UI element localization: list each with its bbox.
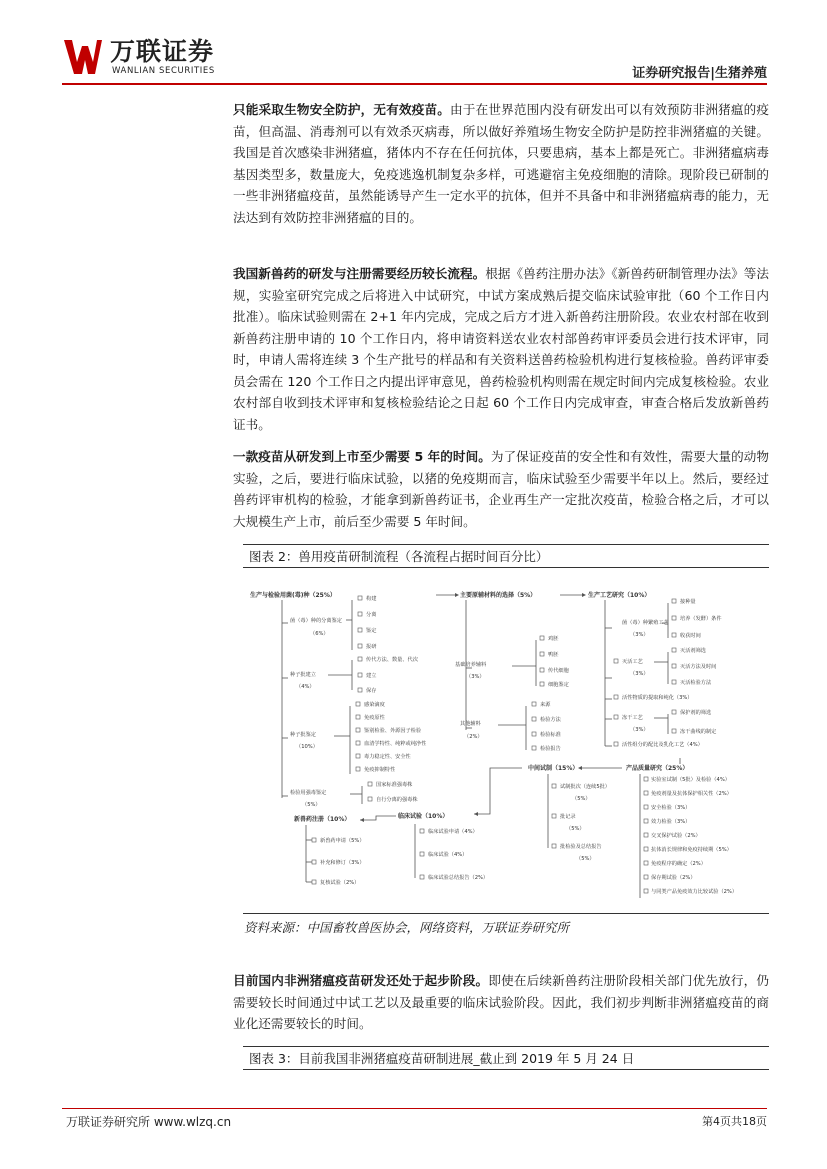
proc-seed-pct: （3%） [630, 632, 649, 638]
paragraph-body: 根据《兽药注册办法》《新兽药研制管理办法》等法规，实验室研究完成之后将进入中试研究，中试方案成熟后提交临床试验审批（60 个工作日内批准）。临床试验则需在 2+1 年内完成，完成之后方才进入新兽药注册阶段。农业农村部在收到新兽药注册申请的 10 个工作日内，将申请资料送农业农村部兽药审评委员会进行技术评审，同时，申请人需将连续 3 个生产批号的样品和有关资料送兽药检验机构进行复核检验。兽药评审委员会需在 120 个工作日之内提出评审意见，兽药检验机构则需在规定时间内完成复核检验。农业农村部自收到技术评审和复核检验结论之日起 60 个工作日内完成审查，审查合格后发放新兽药证书。 [233, 266, 770, 432]
paragraph-body: 由于在世界范围内没有研发出可以有效预防非洲猪瘟的疫苗，但高温、消毒剂可以有效杀灭病毒，所以做好养殖场生物安全防护是防控非洲猪瘟的关键。我国是首次感染非洲猪瘟，猪体内不存在任何抗体，只要患病，基本上都是死亡。非洲猪瘟病毒基因类型多，数量庞大，免疫逃逸机制复杂多样，可逃避宿主免疫细胞的清除。现阶段已研制的一些非洲猪瘟疫苗，虽然能诱导产生一定水平的抗体，但并不具备中和非洲猪瘟病毒的能力，无法达到有效防控非洲猪瘟的目的。 [233, 102, 770, 225]
checkbox-icon [358, 612, 362, 616]
checkbox-icon [312, 838, 316, 842]
list-item: 接种量 [680, 599, 696, 605]
list-item: 毒力稳定性、安全性 [364, 754, 411, 760]
footer-institute: 万联证券研究所 www.wlzq.cn [66, 1115, 232, 1129]
list-item: 检验标准 [540, 732, 561, 738]
quality-items [644, 775, 737, 895]
checkbox-icon [358, 644, 362, 648]
checkbox-icon [368, 782, 372, 786]
checkbox-icon [356, 715, 360, 719]
list-item: 临床试验总结报告（2%） [428, 875, 489, 881]
checkbox-icon [356, 741, 360, 745]
list-item: 免疫抑制特性 [364, 767, 396, 773]
checkbox-icon [356, 702, 360, 706]
stage-material-label: 主要原辅材料的选择（5%） [460, 592, 537, 599]
list-item: 补充和修订（3%） [320, 860, 365, 866]
paragraph-lead: 只能采取生物安全防护，无有效疫苗。 [233, 102, 451, 117]
checkbox-icon [614, 742, 618, 746]
arrow-left-icon [578, 766, 582, 770]
pilot-item-pct: （5%） [576, 856, 595, 862]
seed-batch-label: 种子批鉴定 [290, 732, 316, 738]
paragraph-early-stage [233, 970, 769, 1035]
footer-divider [62, 1108, 767, 1109]
checkbox-icon [312, 880, 316, 884]
paragraph-body: 为了保证疫苗的安全性和有效性，需要大量的动物实验，之后，要进行临床试验，以猪的免疫期而言，临床试验至少需要半年以上。然后，要经过兽药评审机构的检验，才能拿到新兽药证书，企业再生产一定批次疫苗，检验合格之后，才可以大规模生产上市，前后至少需要 5 年时间。 [233, 449, 769, 529]
checkbox-icon [644, 805, 648, 809]
list-item: 鸭胚 [548, 652, 559, 658]
checkbox-icon [356, 754, 360, 758]
proc-inact-label: 灭活工艺 [622, 659, 643, 665]
arrow-right-icon [582, 593, 586, 597]
paragraph-lead: 目前国内非洲猪瘟疫苗研发还处于起步阶段。 [233, 973, 489, 988]
checkbox-icon [644, 875, 648, 879]
checkbox-icon [614, 659, 618, 663]
list-item: 实验室试制（5批）及检验（4%） [651, 777, 730, 783]
checkbox-icon [672, 599, 676, 603]
list-item: 抗体消长规律和免疫持续期（5%） [651, 847, 732, 853]
figure3-caption: 图表 3：目前我国非洲猪瘟疫苗研制进展_截止到 2019 年 5 月 24 日 [243, 1046, 769, 1070]
list-item: 来源 [540, 702, 551, 708]
checkbox-icon [672, 648, 676, 652]
checkbox-icon [358, 657, 362, 661]
list-item: 冻干曲线的制定 [680, 729, 717, 735]
checkbox-icon [672, 729, 676, 733]
figure2-source: 资料来源：中国畜牧兽医协会，网络资料，万联证券研究所 [244, 920, 570, 935]
pilot-item-label: 试制批次（连续5批） [560, 784, 610, 790]
checkbox-icon [358, 688, 362, 692]
checkbox-icon [356, 728, 360, 732]
list-item: 传代方法、数量、代次 [366, 657, 418, 663]
checkbox-icon [672, 616, 676, 620]
list-item: 细胞鉴定 [548, 682, 569, 688]
checkbox-icon [532, 746, 536, 750]
checkbox-icon [420, 852, 424, 856]
list-item: 传代细胞 [548, 668, 569, 674]
figure2-bottom-rule [243, 913, 769, 914]
list-item: 灭活剂筛选 [680, 648, 706, 654]
proc-freeze-pct: （3%） [630, 727, 649, 733]
checkbox-icon [420, 875, 424, 879]
stage-register-label: 新兽药注册（10%） [294, 816, 351, 823]
mat-culture-label: 基础培养辅料 [455, 662, 487, 668]
checkbox-icon [644, 819, 648, 823]
logo-chinese-name: 万联证券 [110, 37, 215, 66]
logo-english-name: WANLIAN SECURITIES [112, 66, 215, 76]
checkbox-icon [540, 652, 544, 656]
checkbox-icon [532, 702, 536, 706]
mat-other-label: 其他辅料 [460, 721, 481, 727]
list-item: 鉴别检验、外源因子检验 [364, 728, 422, 734]
list-item: 收获时间 [680, 633, 701, 639]
proc-ratio-label: 活性组分的配比及乳化工艺（4%） [622, 742, 703, 748]
arrow-left-icon [360, 818, 364, 822]
pilot-item-label: 批检验及总结报告 [560, 844, 602, 850]
checkbox-icon [540, 682, 544, 686]
list-item: 保存期试验（2%） [651, 875, 696, 881]
list-item: 灭活检验方法 [680, 680, 712, 686]
list-item: 安全检验（3%） [651, 805, 691, 811]
list-item: 新兽药申请（5%） [320, 838, 365, 844]
list-item: 保护剂的筛选 [680, 710, 712, 716]
seed-challenge-label: 检验用强毒鉴定 [290, 790, 327, 796]
seed-identify-pct: （6%） [310, 631, 329, 637]
page-number: 第4页共18页 [702, 1115, 767, 1128]
checkbox-icon [312, 860, 316, 864]
proc-inact-pct: （3%） [630, 671, 649, 677]
checkbox-icon [540, 636, 544, 640]
list-item: 复核试验（2%） [320, 880, 360, 886]
checkbox-icon [356, 767, 360, 771]
checkbox-icon [614, 695, 618, 699]
list-item: 检验报告 [540, 746, 561, 752]
stage-quality-label: 产品质量研究（25%） [626, 765, 689, 772]
list-item: 培养（发酵）条件 [680, 616, 722, 622]
list-item: 鸡胚 [548, 636, 559, 642]
checkbox-icon [644, 791, 648, 795]
checkbox-icon [644, 777, 648, 781]
checkbox-icon [644, 847, 648, 851]
arrow-right-icon [455, 593, 459, 597]
checkbox-icon [552, 784, 556, 788]
figure2-caption: 图表 2：兽用疫苗研制流程（各流程占据时间百分比） [243, 544, 769, 568]
arrow-left-icon [474, 812, 478, 816]
list-item: 国家标准强毒株 [376, 782, 413, 788]
wanlian-logo-icon [64, 40, 102, 74]
list-item: 临床试验申请（4%） [428, 829, 478, 835]
checkbox-icon [672, 710, 676, 714]
checkbox-icon [358, 628, 362, 632]
seed-bank-pct: （4%） [296, 684, 315, 690]
list-item: 保存 [366, 688, 377, 694]
paragraph-body: 即使在后续新兽药注册阶段相关部门优先放行，仍需要较长时间通过中试工艺以及最重要的临床试验阶段。因此，我们初步判断非洲猪瘟疫苗的商业化还需要较长的时间。 [233, 973, 770, 1031]
paragraph-lead: 我国新兽药的研发与注册需要经历较长流程。 [233, 266, 486, 281]
checkbox-icon [644, 889, 648, 893]
list-item: 自行分离的强毒株 [376, 797, 418, 803]
checkbox-icon [540, 668, 544, 672]
list-item: 分离 [366, 612, 377, 618]
checkbox-icon [644, 833, 648, 837]
stage-clinical-label: 临床试验（10%） [398, 813, 449, 820]
stage-seed-label: 生产与检验用菌(毒)种（25%） [250, 592, 336, 599]
list-item: 交叉保护试验（2%） [651, 833, 701, 839]
list-item: 免疫原性 [364, 715, 385, 721]
list-item: 血清学特性、纯粹或纯净性 [364, 741, 427, 747]
list-item: 构建 [366, 596, 377, 602]
checkbox-icon [358, 673, 362, 677]
pilot-item-pct: （5%） [566, 826, 585, 832]
list-item: 感染滴度 [364, 702, 385, 708]
header-divider [62, 83, 767, 85]
stage-pilot-label: 中间试制（15%） [528, 765, 579, 772]
list-item: 检验方法 [540, 717, 561, 723]
list-item: 报研 [366, 644, 377, 650]
list-item: 免疫程序的确定（2%） [651, 861, 706, 867]
list-item: 建立 [366, 673, 377, 679]
checkbox-icon [614, 715, 618, 719]
seed-identify-label: 菌（毒）种的分离鉴定 [290, 618, 342, 624]
mat-culture-pct: （3%） [466, 674, 485, 680]
checkbox-icon [532, 732, 536, 736]
checkbox-icon [552, 814, 556, 818]
checkbox-icon [358, 596, 362, 600]
proc-freeze-label: 冻干工艺 [622, 715, 643, 721]
seed-challenge-pct: （5%） [302, 802, 321, 808]
list-item: 灭活方法及时间 [680, 664, 717, 670]
seed-bank-label: 种子批建立 [290, 672, 316, 678]
paragraph-registration-process [233, 263, 769, 435]
checkbox-icon [532, 717, 536, 721]
list-item: 免疫剂量及抗体保护相关性（2%） [651, 791, 732, 797]
list-item: 与同类产品免疫效力比较试验（2%） [651, 889, 738, 895]
pilot-item-pct: （5%） [572, 796, 591, 802]
paragraph-no-vaccine [233, 99, 769, 228]
report-type-label: 证券研究报告|生猪养殖 [632, 66, 767, 81]
paragraph-lead: 一款疫苗从研发到上市至少需要 5 年的时间。 [233, 449, 491, 464]
checkbox-icon [552, 844, 556, 848]
proc-extract-label: 活性物质的提取和纯化（3%） [622, 695, 693, 701]
checkbox-icon [644, 861, 648, 865]
list-item: 效力检验（3%） [651, 819, 691, 825]
vaccine-development-flowchart [250, 578, 766, 908]
list-item: 临床试验（4%） [428, 852, 468, 858]
checkbox-icon [368, 797, 372, 801]
mat-other-pct: （2%） [464, 734, 483, 740]
seed-identify-items [358, 594, 377, 650]
pilot-item-label: 批记录 [560, 814, 576, 820]
checkbox-icon [672, 633, 676, 637]
stage-process-label: 生产工艺研究（10%） [588, 592, 651, 599]
seed-batch-pct: （10%） [296, 744, 318, 750]
paragraph-five-years [233, 446, 769, 532]
checkbox-icon [672, 664, 676, 668]
list-item: 鉴定 [366, 628, 377, 634]
proc-seed-label: 菌（毒）种繁殖工艺 [622, 620, 669, 626]
checkbox-icon [420, 829, 424, 833]
checkbox-icon [672, 680, 676, 684]
